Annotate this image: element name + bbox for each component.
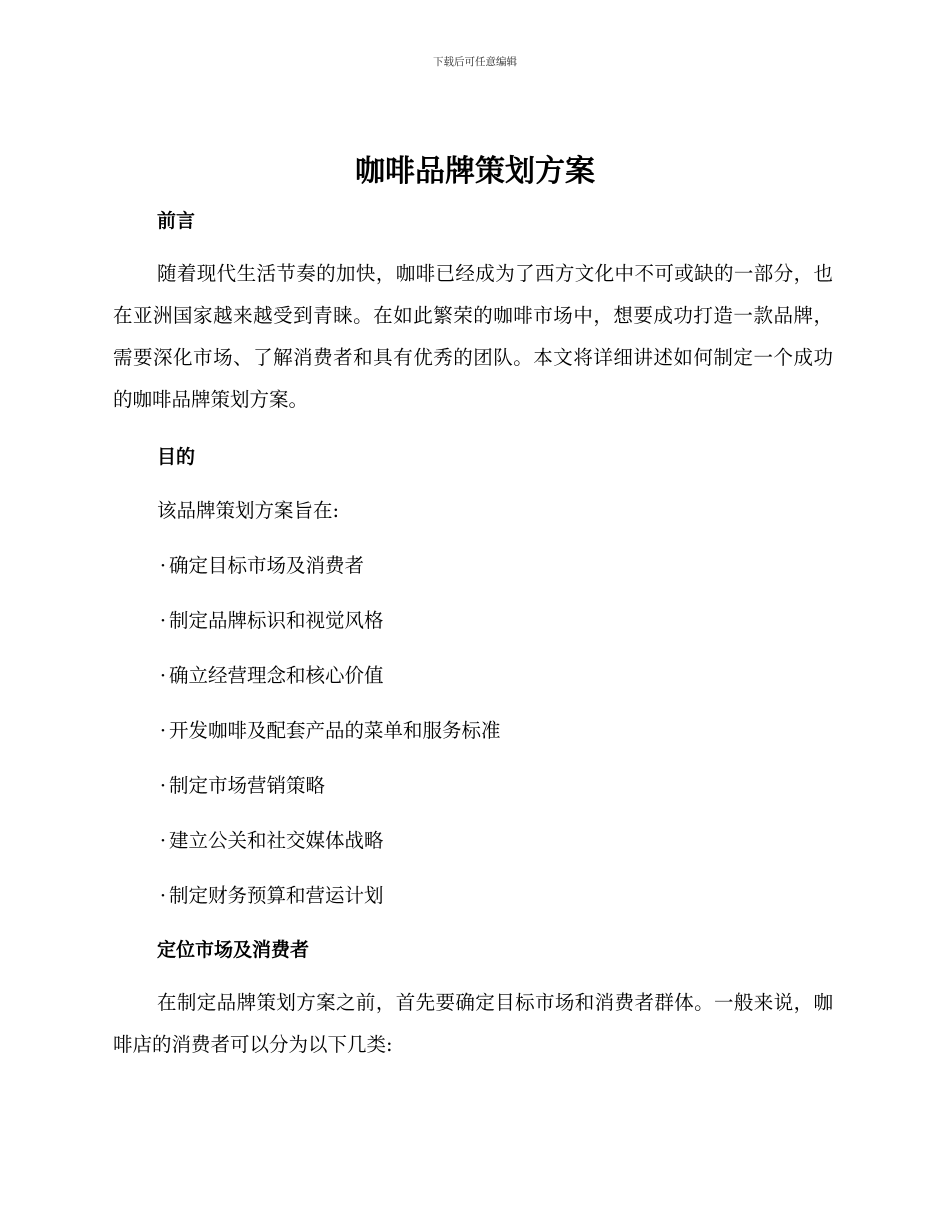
purpose-intro: 该品牌策划方案旨在: (157, 499, 340, 522)
bullet-marker: · (159, 664, 167, 687)
preface-paragraph: 随着现代生活节奏的加快，咖啡已经成为了西方文化中不可或缺的一部分，也在亚洲国家越来越受到青睐。在如此繁荣的咖啡市场中，想要成功打造一款品牌，需要深化市场、了解消费者和具有优秀的团队。本文将详细讲述如何制定一个成功的咖啡品牌策划方案。 (113, 262, 833, 411)
list-item-text: 确定目标市场及消费者 (169, 554, 365, 577)
section-heading-preface: 前言 (157, 210, 196, 232)
list-item (157, 718, 501, 744)
list-item-text: 建立公关和社交媒体战略 (169, 829, 384, 852)
list-item-text: 确立经营理念和核心价值 (169, 664, 384, 687)
bullet-marker: · (159, 829, 167, 852)
list-item (157, 553, 364, 579)
market-paragraph: 在制定品牌策划方案之前，首先要确定目标市场和消费者群体。一般来说，咖啡店的消费者可以分为以下几类: (113, 991, 833, 1056)
list-item-text: 制定品牌标识和视觉风格 (169, 609, 384, 632)
page-header-note: 下载后可任意编辑 (433, 56, 517, 68)
list-item (157, 663, 384, 689)
list-item (157, 828, 384, 854)
bullet-marker: · (159, 609, 167, 632)
list-item-text: 开发咖啡及配套产品的菜单和服务标准 (169, 719, 501, 742)
bullet-marker: · (159, 719, 167, 742)
section-heading-purpose: 目的 (157, 446, 196, 468)
list-item-text: 制定市场营销策略 (169, 774, 326, 797)
list-item-text: 制定财务预算和营运计划 (169, 884, 384, 907)
list-item (157, 883, 384, 909)
bullet-marker: · (159, 774, 167, 797)
list-item (157, 608, 384, 634)
list-item (157, 773, 325, 799)
bullet-marker: · (159, 884, 167, 907)
document-title: 咖啡品牌策划方案 (355, 154, 595, 189)
section-heading-market: 定位市场及消费者 (157, 939, 310, 961)
bullet-marker: · (159, 554, 167, 577)
